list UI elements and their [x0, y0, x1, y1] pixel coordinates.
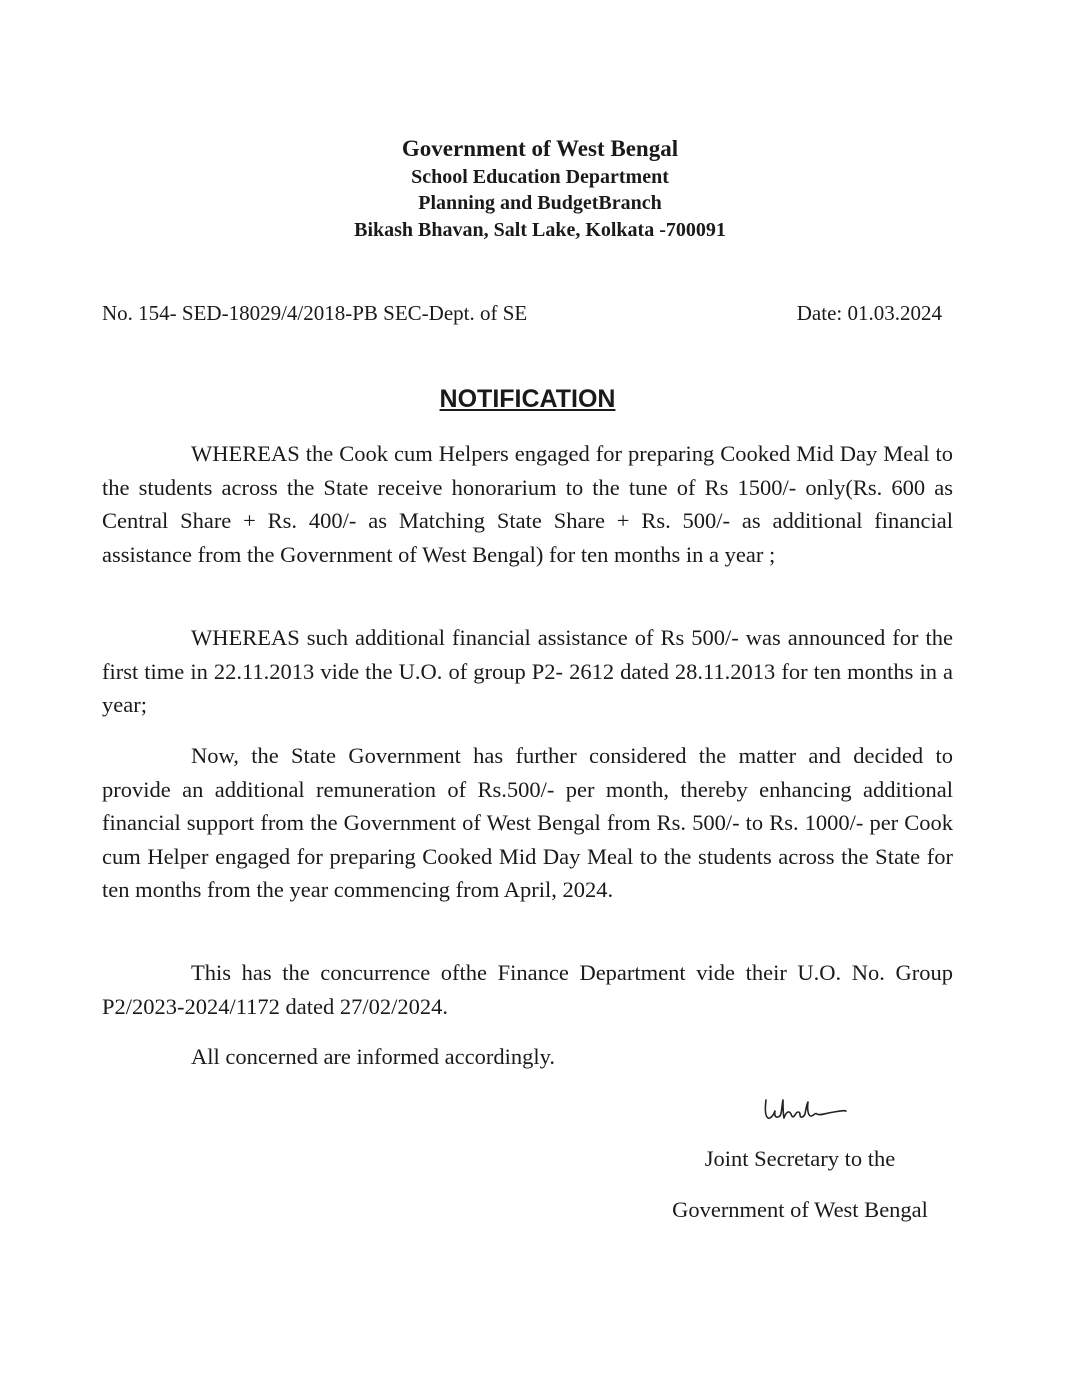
paragraph-text: All concerned are informed accordingly.	[191, 1044, 555, 1069]
paragraph-decision	[102, 739, 953, 907]
notification-title: NOTIFICATION	[439, 385, 616, 413]
paragraph-text: This has the concurrence ofthe Finance Department vide their U.O. No. Group P2/2023-2024/1172 dated 27/02/2024.	[102, 960, 953, 1019]
memo-date: Date: 01.03.2024	[796, 301, 942, 325]
paragraph-text: WHEREAS such additional financial assistance of Rs 500/- was announced for the first time in 22.11.2013 vide the U.O. of group P2- 2612 dated 28.11.2013 for ten months in a year;	[102, 625, 953, 717]
paragraph-text: WHEREAS the Cook cum Helpers engaged for preparing Cooked Mid Day Meal to the students across the State receive honorarium to the tune of Rs 1500/- only(Rs. 600 as Central Share + Rs. 400/- as Matching State Share + Rs. 500/- as additional financial assistance from the Government of West Bengal) for ten months in a year ;	[102, 441, 953, 567]
government-name: Government of West Bengal	[401, 136, 679, 161]
department-name: School Education Department	[411, 166, 669, 188]
signature-icon	[762, 1094, 852, 1124]
signatory-organization: Government of West Bengal	[672, 1197, 928, 1222]
signatory-designation: Joint Secretary to the	[704, 1146, 896, 1171]
paragraph-whereas-announcement	[102, 621, 953, 722]
paragraph-text: Now, the State Government has further considered the matter and decided to provide an additional remuneration of Rs.500/- per month, thereby enhancing additional financial support from the Government of West Bengal from Rs. 500/- to Rs. 1000/- per Cook cum Helper engaged for preparing Cooked Mid Day Meal to the students across the State for ten months from the year commencing from April, 2024.	[102, 743, 953, 902]
office-address: Bikash Bhavan, Salt Lake, Kolkata -700091	[354, 219, 726, 241]
paragraph-whereas-honorarium	[102, 437, 953, 571]
memo-number: No. 154- SED-18029/4/2018-PB SEC-Dept. of SE	[102, 301, 528, 325]
letterhead	[0, 134, 1080, 244]
paragraph-concurrence	[102, 956, 953, 1023]
paragraph-closing	[102, 1040, 953, 1074]
branch-name: Planning and BudgetBranch	[418, 192, 662, 214]
